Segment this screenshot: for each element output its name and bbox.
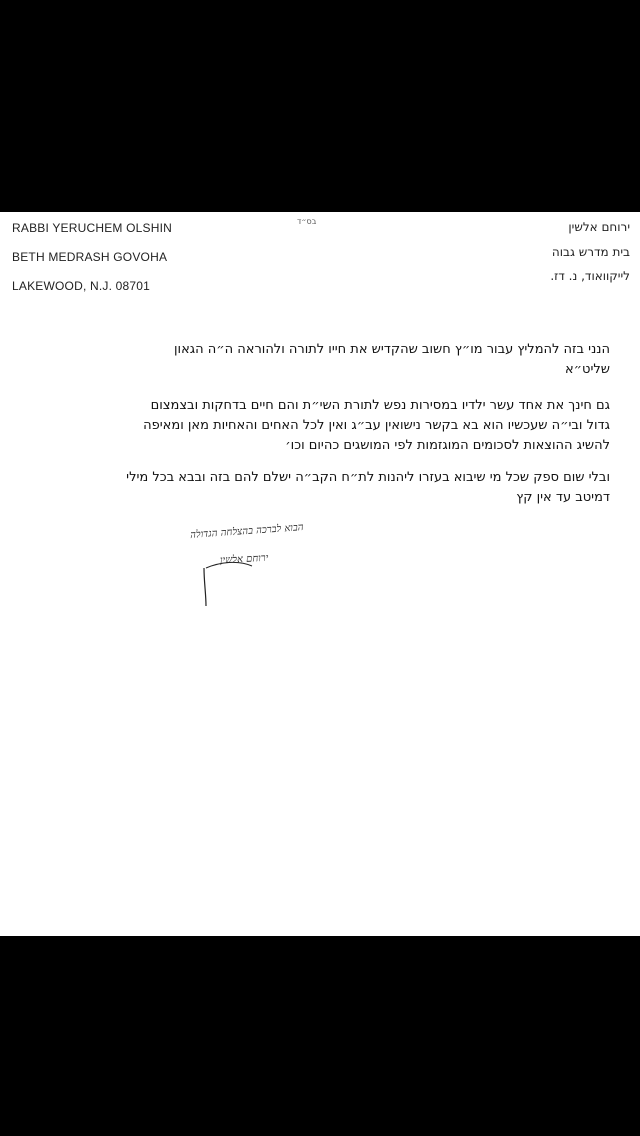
letterhead-address-hebrew: לייקוואוד, נ. דז.: [550, 269, 630, 283]
paragraph-recommendation: [20, 340, 610, 380]
letterhead-institution-english: BETH MEDRASH GOVOHA: [12, 250, 168, 264]
signature-name: ירוחם אלשין: [219, 552, 269, 567]
letterhead-name-english: RABBI YERUCHEM OLSHIN: [12, 221, 173, 235]
body-line: להשיג ההוצאות לסכומים המוגזמות לפי המושגים כהיום וכו׳: [285, 438, 610, 453]
body-line: ובלי שום ספק שכל מי שיבוא בעזרו ליהנות לת״ח הקב״ה ישלם להם בזה ובבא בכל מילי: [126, 470, 610, 485]
signature-stroke: [190, 522, 370, 612]
letterhead-name-hebrew: ירוחם אלשין: [568, 220, 630, 234]
letterhead-institution-hebrew: בית מדרש גבוה: [551, 245, 630, 259]
signature-line: הבוא לברכה בהצלחה הגדולה: [189, 522, 304, 541]
bsd-mark: בס״ד: [297, 217, 317, 226]
letterhead-address-english: LAKEWOOD, N.J. 08701: [12, 279, 151, 293]
paragraph-family: [20, 396, 610, 456]
letter-page: [0, 212, 640, 936]
body-line: גדול ובי״ה שעכשיו הוא בא בקשר נישואין עב״ג ואין לכל האחים והאחיות מאן ומאיפה: [143, 418, 610, 433]
paragraph-blessing: [20, 468, 610, 508]
body-line: הנני בזה להמליץ עבור מו״ץ חשוב שהקדיש את חייו לתורה ולהוראה ה״ה הגאון: [174, 342, 610, 357]
body-line: דמיטב עד אין קץ: [516, 490, 610, 505]
handwritten-signature: [190, 522, 370, 612]
body-line: גם חינך את אחד עשר ילדיו במסירות נפש לתורת השי״ת והם חיים בדחקות ובצמצום: [150, 398, 610, 413]
body-line: שליט״א: [564, 362, 610, 377]
